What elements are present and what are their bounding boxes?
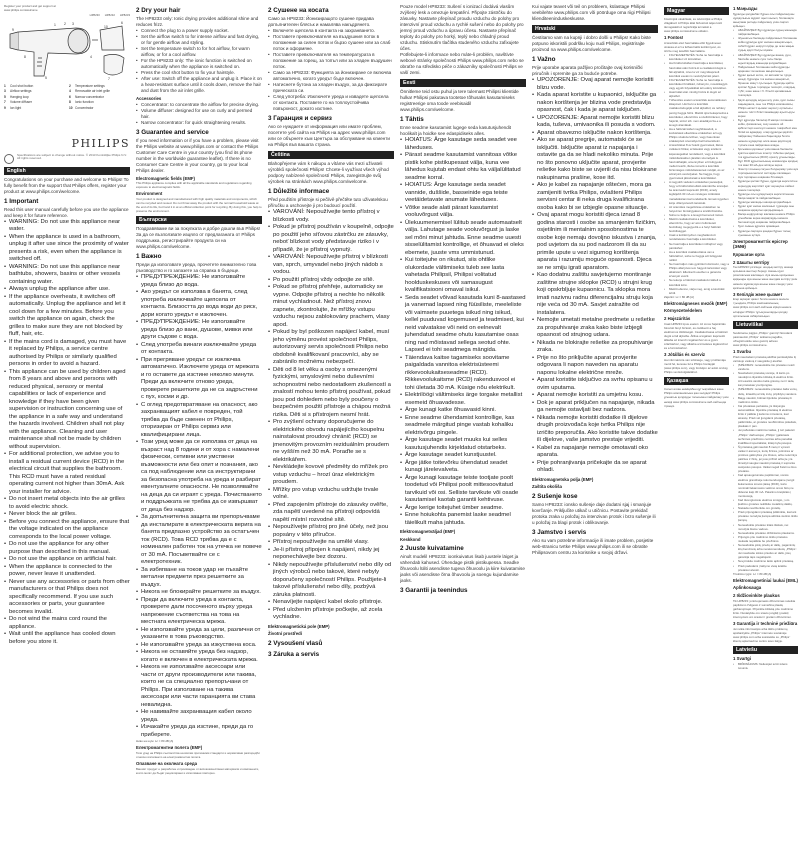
list-item: • Niekada neuždenkite oro grotelių. — [733, 506, 798, 510]
section-text: The HP8233 only: Ionic drying provides additional shine and reduces frizz. — [136, 16, 259, 27]
language-bar-hungarian: Magyar — [664, 7, 729, 15]
section-text: Pouze model HP8233: Sušení s ionizací dodává vlasům zvýšený lesk a omezuje krepatění. Připojte zástrčku do zásuvky. Nastavte přepínač proudu vzduchu do polohy pro intenzivní proud vzduchu a rychlé sušení nebo do polohy pro jemný proud vzduchu a úpravu účesu. Nastavte přepínač teploty do polohy pro horký, teplý nebo chladný proud vzduchu. Stisknutím tlačítka studeného vzduchu zafixujete účes. — [400, 4, 524, 51]
list-item: • Поставете превключвателя на температурата в положение за горещ, за топъл или за хладен въздушен поток. — [268, 52, 394, 70]
warning-list — [4, 219, 130, 647]
list-item: • Před uložením přístroje počkejte, až zcela vychladne. — [268, 607, 394, 622]
column-1 — [4, 4, 130, 846]
subheading: Environment — [136, 191, 163, 197]
list-item: • Přístroj nepoužívejte na umělé vlasy. — [268, 539, 394, 547]
list-item: • BRĪDINĀJUMS: Nelietojiet ierīci ūdens tuvumā. — [733, 662, 798, 670]
list-item: • ĮSPĖJIMAS: nenaudokite prietaiso šalia vonių, dušų, kriauklių ar kitų indų, pripildytų vandens. — [733, 387, 798, 395]
section-title: 1 Fontos! — [664, 35, 684, 41]
list-item: • Täiendava kaitse tagamiseks soovitame paigaldada vannitoa elektrisüsteemi rikkevoolukaitseseadme (RCD). Rikkevoolukaitsme (RCD) rakendusvool ei tohi ületada 30 mA. Küsige nõu elektrikult. — [400, 355, 526, 393]
list-item: • Nikada nemojte koristiti dodatke ili dijelove drugih proizvođača koje tvrtka Philips nije izričito preporučila. Ako koristite takve dodatke ili dijelove, vaše jamstvo prestaje vrijediti. — [532, 415, 658, 445]
subheading: Elektromagnetiniai laukai (EML) — [733, 577, 798, 583]
warning-list — [733, 363, 798, 572]
warning-list — [532, 77, 658, 475]
section-title: 1 Important — [4, 197, 39, 205]
list-item: • ĮSPĖJIMAS: nenaudokite šio prietaiso netoli vandens. — [733, 363, 798, 371]
section-title: 2 Juuste kuivatamine — [400, 545, 464, 553]
subheading: Электромагниттік өрістер (ЭМӨ) — [733, 238, 788, 250]
list-item: • Võtke seade alati pärast kasutamist vooluvõrgust välja. — [400, 205, 526, 220]
steps-list — [268, 28, 394, 112]
list-item: • Ärge kasutage seadet muuks kui selles kasutusjuhendis kirjeldatud otstarbeks. — [400, 437, 526, 452]
column-4 — [400, 4, 526, 846]
list-item: • АБАЙЛАҢЫЗ! Бұл құралды судың жанында пайдаланбаңыз. — [733, 28, 798, 36]
intro-text: Sveikiname įsigijus „Philips“ gaminį! Norėdami pasinaudoti „Philips“ teikiama pagalba, užregistruokite savo gaminį adresu www.philips.com/welcome. — [733, 330, 793, 348]
list-item: • Ne tekerje a hálózati csatlakozó kábelt a készülék köré. — [664, 278, 729, 286]
list-item: • Изчакайте уреда да изстине, преди да го приберете. — [136, 724, 262, 739]
subheading: Elektromagnetická pole (EMP) — [268, 623, 330, 629]
list-item: • Ärge kerige toitejuhet ümber seadme. — [400, 505, 526, 513]
recycle-icon — [4, 154, 14, 164]
list-item: • Не използвайте уреда за изкуствена коса. — [136, 642, 262, 650]
list-item: • Mielőtt eltenné, várja meg, amíg a készülék lehűl. — [664, 287, 729, 295]
subheading: Elektromágneses mezők (EMF) — [664, 300, 728, 306]
list-item: • Press the cool shot button to fix your hairstyle. — [136, 70, 262, 76]
list-item: • Concentrator: to concentrate the airflow for precise drying. — [136, 102, 262, 108]
model-code: HP8233 — [119, 13, 130, 17]
section-title: 3 Гаранция и сервиз — [268, 115, 332, 122]
section-title: 1 Svarbu — [733, 349, 752, 355]
warning-list — [664, 53, 729, 295]
language-bar-latvian: Latviešu — [733, 646, 798, 654]
list-item: • Қауіп-қатердің алдын алу үшін, қуат сымы зақымданса, оны тек Philips компаниясы, Philips өкілетті қызмет көрсету орталығы немесе тиісті білікті мамандар ауыстыруы керек. — [733, 98, 798, 118]
list-item: • Құралды сақтауға қоюдан бұрын толық суығанын күтіңіз. — [733, 229, 798, 237]
list-item: • Elektrilöögi vältimiseks ärge torgake metallist esemeid õhuavadesse. — [400, 392, 526, 407]
section-text: Csak HP8233 típus esetén: Az ionos hajszárítás fokozott fényt biztosít, és csökkenti a haj elektromos töltöttségét. Csatlakoztassa a hálózati dugót a fali aljzatba. Állítsa a légáram kapcsolót állásba az intenzív légáramhoz és a gyors szárításhoz, vagy állásba a kíméletes légáramhoz és a formázáshoz. — [664, 321, 728, 351]
warning-list — [733, 28, 798, 237]
section-text: Ако се нуждаете от информация или имате проблем, посетете уеб сайта на Philips на адрес www.philips.com или се обърнете към Центъра за обслужване на клиенти на Philips във вашата страна. — [268, 124, 390, 147]
svg-text:8: 8 — [24, 54, 26, 59]
subheading: Опазване на околната среда — [136, 761, 198, 767]
list-item: • Электр тогының соғуын болдырмау үшін ауа торларына металл заттарды салмаңыз. — [733, 167, 798, 175]
section-title: 1 Važno — [532, 56, 556, 63]
list-item: • Használat után mindig húzza ki dugót az aljzatból. — [664, 90, 729, 98]
section-text: Ha információra van szüksége, vagy problémája merül fel, keresse fel a Philips honlapját (www.philips.com), vagy forduljon az adott ország Philips vevőszolgálatához. — [664, 357, 728, 375]
section-lead: Před použitím přístroje si pečlivě přečtěte tuto uživatelskou příručku a uschovejte ji pro budoucí použití. — [268, 197, 388, 208]
list-item: • Pokud by byl poškozen napájecí kabel, musí jeho výměnu provést společnost Philips, autorizovaný servis společnosti Philips nebo obdobně kvalifikovaní pracovníci, aby se zabránilo možnému nebezpečí. — [268, 329, 394, 367]
section-title: 2 Išdžiovinkite plaukus — [733, 592, 780, 598]
section-lead: Read this user manual carefully before you use the appliance and keep it for future reference. — [4, 206, 129, 218]
language-bar-czech: Čeština — [268, 151, 394, 159]
list-item: • A készüléket 8 év feletti gyermekek, illetve csökkent fizikai, érzékelési vagy szellemi képességekkel rendelkező, vagy a készülék működtetésében járatlan személyek is használhatják, amennyiben ezt felügyelet mellett teszik, illetve ismerik a készülék biztonságos működtetésének módját, és az azzal járó veszélyeket. Ne hagyja, hogy gyermekek játsszanak a készülékkel. — [664, 143, 729, 180]
subheading: Környezetvédelem — [664, 308, 702, 314]
list-item: • For the HP8233 only: The ionic function is switched on automatically when the appliance is switched on. — [136, 58, 262, 70]
hair-dryer-illustration — [4, 20, 130, 80]
warning-list — [268, 209, 394, 622]
env-text: Your product is designed and manufactured with high quality materials and components, which can be recycled and reused. Do not throw away the product with the normal household waste at the end of its life, but hand it in at an official collection point for recycling. By doing this, you help to preserve the environment. — [136, 196, 262, 214]
list-item: • Ärge jätke toitevõrku ühendatud seadet kunagi järelevalveta. — [400, 460, 526, 475]
list-item: • Šį prietaisą gali naudoti 8 metų ir vyresni vaikai ir asmenys, kurių fizinės, jutiminės ar protinės galimybės yra ribotos, arba neturintys patirties ir žinių, jei juos prižiūri arba jie yra išmokyti saugiai naudoti prietaisą ir supranta susijusius pavojus. Vaikai negali žaisti su šiuo prietaisu. — [733, 445, 798, 474]
section-text: Potřebujete-li informace nebo máte-li problém, navštivte webové stránky společnosti Philips www.philips.com nebo se obraťte na středisko péče o zákazníky společnosti Philips ve vaší zemi. — [400, 52, 524, 75]
list-item: • Nikdy nepoužívejte příslušenství nebo díly od jiných výrobců nebo takové, které nebyly doporučeny společností Philips. Použijete-li takové příslušenství nebo díly, pozbývá záruka platnosti. — [268, 562, 394, 600]
column-3 — [268, 4, 394, 846]
section-title: 1 Svarīgi — [733, 656, 751, 661]
list-item: • Nevkládejte kovové předměty do mřížek pro vstup vzduchu – hrozí úraz elektrickým proudem. — [268, 464, 394, 487]
subheading: Қоршаған орта — [733, 251, 765, 257]
language-bar-lithuanian: Lietuviškai — [733, 321, 798, 329]
list-item: • UPOZORENJE: Ovaj aparat nemojte koristiti blizu vode. — [532, 77, 658, 92]
section-text: Тек HP8233 үлгісінде: иондық кептіру шашқа қосымша жылтыр береді. Ашаны қуат розеткасына жалғаңыз. Ауа ағыны қосқышын қарқынды ауа ағыны және жылдам кептіру үшін немесе жұмсақ ауа ағыны және сәндеу үшін қалпына қойыңыз. — [733, 265, 798, 290]
list-item: • This appliance can be used by children aged from 8 years and above and persons with reduced physical, sensory or mental capabilities or lack of experience and knowledge if they have been given supervision or instruction concerning use of the appliance in a safe way and understand the hazards involved. Children shall not play with the appliance. Cleaning and user maintenance shall not be made by children without supervision. — [4, 369, 130, 452]
list-item: • Dok je aparat priključen na napajanje, nikada ga nemojte ostavljati bez nadzora. — [532, 400, 658, 415]
section-title: 2 Hajszárítás — [664, 316, 691, 322]
section-title: 3 Záruka a servis — [268, 650, 320, 658]
list-item: • Never block the air grilles. — [4, 511, 130, 519]
list-item: • Aparat nemojte koristiti za umjetnu kosu. — [532, 392, 658, 400]
language-bar-croatian: Hrvatski — [532, 25, 658, 33]
section-text: Ako su vam potrebne informacije ili imate problem, posjetite web-stranicu tvrtke Philips www.philips.com ili se obratite Philipsovom centru za korisnike u svojoj državi. — [532, 537, 654, 555]
svg-text:4: 4 — [90, 54, 92, 59]
list-item: • HOIATUS: Ärge kasutage seda seadet vannide, duššide, basseinide ega teiste veetäidetavate anumate läheduses. — [400, 182, 526, 205]
list-item: • ПРЕДУПРЕЖДЕНИЕ: Не използвайте уреда близо до вани, душове, мивки или други съдове с вода. — [136, 319, 262, 342]
list-item: • Құрал қуат көзіне жалғанып тұрғанда оны ешқашан қараусыз қалдырмаңыз. — [733, 204, 798, 212]
list-item: • Jei pažeistas maitinimo laidas, jį turi pakeisti „Philips“ darbuotojai, „Philips“ įgaliotasis techninės priežiūros centras arba panašiai kvalifikuoti specialistai, kitaip kyla pavojus. — [733, 428, 798, 444]
column-5 — [532, 4, 658, 846]
intro-text: Congratulations on your purchase and welcome to Philips! To fully benefit from the support that Philips offers, register your product at www.philips.com/welcome. — [4, 176, 129, 194]
list-item: • Включете щепсела в контакта на захранването. — [268, 28, 394, 34]
section-title: 1 Важно — [136, 253, 162, 261]
list-item: • Do not use the appliance for any other purpose than described in this manual. — [4, 541, 130, 556]
emf-text: Този уред на Philips съответства на всички приложими стандарти и нормативни разпоредби относно излагането на електромагнитни полета. — [136, 751, 260, 760]
subheading: Accessories — [136, 96, 162, 101]
list-item: • Басқа өндірушілер жасаған немесе Philips ұсынбаған керек-жарақтарды немесе бөлшектерді ешқашан пайдаланбаңыз. — [733, 212, 798, 224]
list-item: • Kad apsaugotumėte papildomai, vonios elektros grandinėje rekomenduojame įrengti liekamosios srovės įtaisą (RCD), kurio nominali liekamosios veikimo srovė būtų ne didesnė kaip 30 mA. Patarimo kreipkitės į montuotoją. — [733, 473, 798, 498]
section-title: 3 Jamstvo i servis — [532, 528, 587, 536]
list-item: • Soha ne fedje le a levegő bemeneti rácsot. — [664, 213, 729, 217]
list-item: • АБАЙЛАҢЫЗ! Бұл құралды ванна, душ, бассейн немесе суға толы басқа ыдыстардың жанында қолданбаңыз. — [733, 53, 798, 65]
section-lead: Prije uporabe aparata pažljivo pročitajte ovaj korisnički priručnik i spremite ga za buduće potrebe. — [532, 65, 643, 76]
list-item: • Kai prietaisas perkaista, jis išsijungia automatiškai. Išjunkite prietaisą iš elektros lizdo ir palikite jį kelioms minutėms, kad atvėstų. Prieš vėl įjungdami prietaisą, patikrinkite, ar grotelės neužkimštos pūkeliais, plaukais ir pan. — [733, 404, 798, 429]
noise-level: Triukšmo lygis: Lc = 80 dB [A] — [733, 571, 772, 576]
part-item: 2 Temperature settings — [69, 83, 105, 88]
list-item: • For additional protection, we advise you to install a residual current device (RCD) in the electrical circuit that supplies the bathroom. This RCD must have a rated residual operating current not higher than 30mA. Ask your installer for advice. — [4, 451, 130, 496]
part-item: 4 Removable air inlet grille — [69, 89, 110, 94]
section-title: 3 Jótállás és szerviz — [664, 352, 706, 358]
list-item: • Prije pohranjivanja pričekajte da se aparat ohladi. — [532, 460, 658, 475]
list-item: • If the appliance overheats, it switches off automatically. Unplug the appliance and let it cool down for a few minutes. Before you switch the appliance on again, check the grilles to make sure they are not blocked by fluff, hair, etc. — [4, 294, 130, 339]
part-item: 1 Cool shot button — [4, 83, 34, 88]
list-item: • Csak a kézikönyvben meghatározott rendeltetésre használja a készüléket. — [664, 233, 729, 241]
section-text: Tik HP8233: jonizuojamasis džiovinimas suteikia papildomo žvilgesio ir sumažina plaukų garbanojimąsi. Prijunkite kištuką prie maitinimo lizdo. Nustatykite oro srauto jungiklį į padėtį intensyviam oro srautui ir greitam džiovinimui. — [733, 598, 796, 619]
section-lead: Enne seadme kasutamist lugege seda kasutusjuhendit hoolikalt ja hoidke see edaspidiseks alles. — [400, 125, 512, 136]
list-item: • Ako se aparat pregrije, automatski će se isključiti. Isključite aparat iz napajanja i ostavite ga da se hladi nekoliko minuta. Prije no što ponovno uključite aparat, provjerite rešetke kako biste se uvjerili da nisu blokirane nakupinama prašine, kose itd. — [532, 137, 658, 182]
section-lead: Құралды қолданбас бұрын осы пайдаланушы нұсқаулығын мұқият оқып шығып, болашақта анықтама ретінде пайдалану үшін сақтап қойыңыз. — [733, 11, 795, 28]
intro-text: Поздравяваме ви за покупката и добре дошли във Philips! За да се възползвате изцяло от предлаганата от Philips поддръжка, регистрирайте продукта си на www.philips.com/welcome. — [136, 226, 261, 250]
list-item: • Никога не оставяйте уреда без надзор, когато е включен в електрическата мрежа. — [136, 649, 262, 664]
list-item: • Бұл құралды балалар 8 жасқа толғаннан кейін, физикалық, сезу немесе ой қабілеттері шектеулі немесе тәжірибесі мен білімі аз адамдар, олар құралды қауіпсіз пайдалану бойынша бақылауда болса немесе нұсқаулар алса және қауіптерді түсінсе ғана пайдалана алады. — [733, 118, 798, 147]
section-text: Kui vajate teavet või teil on probleem, külastage Philipsi veebilehte www.philips.com või pöörduge oma riigi Philipsi klienditeeninduskeskusse. — [532, 4, 651, 21]
env-text: Вашият продукт е разработен и произведен от висококачествени материали и компоненти, които могат да бъдат рециклирани и използвани повторно. — [136, 766, 260, 775]
language-bar-kazakh: Қазақша — [664, 377, 729, 385]
list-item: • Ne használja a készüléket műhajhoz vagy parókához. — [664, 242, 729, 250]
list-item: • Nepoužívejte přístroj pro jiné účely, než jsou popsány v této příručce. — [268, 524, 394, 539]
list-item: • Před zapojením přístroje do zásuvky ověřte, zda napětí uvedené na přístroji odpovídá napětí místní rozvodné sítě. — [268, 502, 394, 525]
list-item: • Do not use the appliance on artificial hair. — [4, 556, 130, 564]
section-lead: Преди да използвате уреда, прочетете внимателно това ръководство и го запазете за справка в бъдеще. — [136, 262, 257, 274]
list-item: • Aparat obavezno isključite nakon korištenja. — [532, 130, 658, 138]
list-item: • Nenavíjejte napájecí kabel okolo přístroje. — [268, 599, 394, 607]
noise-level: Ниво на шум: Lc = 80 dB [A] — [136, 739, 174, 744]
part-item: 3 Airflow settings — [4, 89, 32, 94]
list-item: • Do not wind the mains cord round the appliance. — [4, 616, 130, 631]
list-item: • Ако уредът се използва в банята, след употреба изключвайте щепсела от контакта. Близостта до вода води до риск, дори когато уредът е изключен. — [136, 289, 262, 319]
list-item: • Prieš padėdami į laikymo vietą leiskite prietaisui atvėsti. — [733, 564, 798, 572]
svg-text:3: 3 — [72, 21, 74, 26]
list-item: • Преди да включите уреда в контакта, проверете дали посоченото върху уреда напрежение съответства на това на местната електрическа мрежа. — [136, 597, 262, 627]
svg-text:2: 2 — [64, 21, 66, 26]
list-item: • Қуат сымын құралға орамаңыз. — [733, 224, 798, 228]
svg-text:10: 10 — [104, 24, 108, 29]
section-title: 2 Сушене на косата — [268, 7, 329, 14]
section-text: Егер ақпарат қажет болса немесе мәселе туындаса, Philips компаниясының www.philips.com веб-сайтына кіріңіз немесе еліңіздегі Philips тұтынушыларды қолдау орталығына хабарласыңыз. — [733, 297, 792, 318]
part-item: 10 Concentrator — [69, 105, 94, 110]
intro-text: Čestitamo vam na kupnji i dobro došli u Philips! Kako biste potpuno iskoristili podršku koju nudi Philips, registrirajte proizvod na www.philips.com/welcome. — [532, 35, 651, 52]
list-item: • VAROVÁNÍ: Nepoužívejte tento přístroj v blízkosti vody. — [268, 209, 394, 224]
list-item: • FIGYELMEZTETÉS: Soha ne használja a készüléket fürdőkád, zuhanyzó, mosdókagyló vagy egyéb folyadékkal teli edény közelében. — [664, 78, 729, 90]
subheading: Електромагнитни полета (EMF) — [136, 745, 203, 751]
list-item: • Nenaudokite jokių priedų ar dalių, pagamintų kitų bendrovių arba nerekomenduotų „Philips“. Jei naudosite tokius priedus ar dalis, jūsų garantija taps negaliojanti. — [733, 543, 798, 559]
list-item: • Mielőtt csatlakoztatná a készüléket, ellenőrizze, hogy az azon feltüntetett feszültség megegyezik-e a helyi hálózati feszültséggel. — [664, 217, 729, 233]
list-item: • Set the temperature switch to for hot airflow, for warm airflow, or for a cool airflow. — [136, 46, 262, 58]
list-item: • Ärge kunagi katke õhuavasid kinni. — [400, 407, 526, 415]
accessories-list — [136, 102, 262, 126]
list-item: • Ärge kunagi kasutage teiste tootjate poolt toodetud või Philipsi poolt mittesoovitatud tarvikuid või osi. Selliste tarvikute või osade kasutamisel kaotab garantii kehtivuse. — [400, 475, 526, 505]
parts-list — [4, 84, 130, 111]
list-item: • Този уред може да се използва от деца на възраст над 8 години и от хора с намалени физически, сетивни или умствени възможности или без опит и познания, ако са под наблюдение или са инструктирани за безопасна употреба на уреда и разбират евентуалните опасности. Не позволявайте на деца да си играят с уреда. Почистването и поддръжката не трябва да се извършват от деца без надзор. — [136, 439, 262, 514]
steps-list — [136, 28, 262, 94]
list-item: • Nikada ne blokirajte rešetke za propuhivanje zraka. — [532, 340, 658, 355]
svg-text:7: 7 — [108, 76, 110, 80]
section-title: 2 Dry your hair — [136, 7, 181, 14]
svg-text:5: 5 — [45, 75, 47, 80]
list-item: • Kabel za napajanje nemojte omotavati oko aparata. — [532, 445, 658, 460]
list-item: • WARNING: Do not use this appliance near bathtubs, showers, basins or other vessels containing water. — [4, 264, 130, 287]
section-text: If you need information or if you have a problem, please visit the Philips website at www.philips.com or contact the Philips Customer Care Centre in your country (you find its phone number in the worldwide guarantee leaflet). If there is no Consumer Care Centre in your country, go to your local Philips dealer. — [136, 137, 259, 173]
svg-text:9: 9 — [12, 27, 14, 32]
list-item: • Не навивайте захранващия кабел около уреда. — [136, 709, 262, 724]
section-title: 2 Sušenje kose — [532, 492, 578, 500]
column-6 — [664, 4, 798, 846]
list-item: • Ovaj aparat mogu koristiti djeca iznad 8 godina starosti i osobe sa smanjenim fizičkim, osjetilnim ili mentalnim sposobnostima te osobe koje nemaju dovoljno iskustva i znanja, pod uvjetom da su pod nadzorom ili da su primile upute u vezi sigurnog korištenja aparata i razumiju moguće opasnosti. Djeca se ne smiju igrati aparatom. — [532, 212, 658, 272]
list-item: • Kada aparat koristite u kupaonici, isključite ga nakon korištenja jer blizina vode predstavlja opasnost, čak i kada je aparat isključen. — [532, 92, 658, 115]
list-item: • Не използвайте уреда за цели, различни от указаните в това ръководство. — [136, 627, 262, 642]
register-line: Register your product and get support at — [4, 4, 56, 8]
list-item: • С оглед предотвратяване на опасност, ако захранващият кабел е повреден, той трябва да бъде сменен от Philips, оторизиран от Philips сервиз или квалифицирани лица. — [136, 402, 262, 440]
list-item: • Always unplug the appliance after use. — [4, 286, 130, 294]
section-lead: Prieš naudodami prietaisą atidžiai perskaitykite šį vartotojo vadovą ir saugokite jį ateičiai. — [733, 354, 796, 363]
model-codes — [4, 12, 130, 18]
list-item: • Ha fürdőszobában használja a készüléket, használat után húzza ki a csatlakozódugót a fali aljzatból, mivel a víz még kikapcsolt készülék esetén is veszélyforrást jelent. — [664, 61, 729, 77]
list-item: • Az áramütés megelőzése érdekében ne helyezzen fémtárgyakat a szellőzőrácsba. — [664, 205, 729, 213]
section-text: Само за HP8233: Йонизиращото сушене придава допълнителен блясък и намалява накъдрянето. — [268, 16, 374, 27]
list-item: • Kao dodatnu zaštitu savjetujemo montiranje zaštitne strujne sklopke (RCD) u strujni krug koji opskrbljuje kupaonicu. Ta sklopka mora imati nazivnu radnu diferencijalnu struju koja nije veća od 30 mA. Savjet zatražite od instalatera. — [532, 272, 658, 317]
part-item: 5 Hanging loop — [4, 94, 29, 99]
list-item: • Nemojte umetati metalne predmete u rešetke za propuhivanje zraka kako biste izbjegli opasnost od strujnog udara. — [532, 317, 658, 340]
list-item: • Nenaudokite prietaiso kitais tikslais, nei nurodyta šiame vadove. — [733, 523, 798, 531]
warning-list — [733, 662, 798, 670]
list-item: • Seda seadet võivad kasutada kuni 8-aastased ja vanemad lapsed ning füüsiliste, meeleliste või vaimsete puuetega isikud ning isikud, kellel puuduvad kogemused ja teadmised, kui neid valvatakse või neid on eelnevalt juhendatud seadme ohutu kasutamise osas ning nad mõistavad sellega seotud ohte. Lapsed ei tohi seadmega mängida. — [400, 295, 526, 355]
list-item: • Prieš prijungdami prietaisą įsitikinkite, kad ant prietaiso nurodyta įtampa atitinka vietinio tinklo įtampą. — [733, 510, 798, 522]
column-2 — [136, 4, 262, 846]
part-item: 7 Volume diffuser — [4, 100, 32, 105]
list-item: • Ауа торларын ешқашан бітемеңіз. — [733, 175, 798, 179]
list-item: • Nenaudokite prietaiso dirbtiniams plaukams. — [733, 531, 798, 535]
list-item: • Prije no što priključite aparat provjerite odgovara li napon naveden na aparatu naponu lokalne električne mreže. — [532, 355, 658, 378]
list-item: • Baigę naudoti, būtinai išjunkite prietaisą iš maitinimo tinklo. — [733, 396, 798, 404]
brand-logo: PHILIPS — [71, 136, 130, 150]
list-item: • За допълнителна защита ви препоръчваме да инсталирате в електрическата верига на банята предпазно устройство за остатъчен ток (RCD). Това RCD трябва да е с номинален работен ток на утечка не повече от 30 mA. Посъветвайте се с електротехник. — [136, 514, 262, 567]
section-title: 1 Tähtis — [400, 116, 424, 123]
list-item: • Never use any accessories or parts from other manufacturers or that Philips does not specifically recommend. If you use such accessories or parts, your guarantee becomes invalid. — [4, 579, 130, 617]
language-bar-english: English — [4, 167, 130, 175]
list-item: • Жуынатын бөлмеде пайдаланып болғаннан кейін құралды қуат көзінен ажыратыңыз, себебі құрал өшірулі күйде де оған жақын судың қаупі болуы мүмкін. — [733, 36, 798, 52]
language-bar-estonian: Eesti — [400, 79, 526, 87]
list-item: • Prijungto prie maitinimo tinklo prietaiso niekada nepalikite be priežiūros. — [733, 535, 798, 543]
list-item: • Nevyniokite maitinimo laido aplink prietaisą. — [733, 559, 798, 563]
list-item: • UPOZORENJE: Aparat nemojte koristiti blizu kada, tuševa, umivaonika ili posuda s vodom. — [532, 115, 658, 130]
list-item: • Ülekuumenemisel lülitub seade automaatselt välja. Lahutage seade vooluvõrgust ja laske sel mõni minut jahtuda. Enne seadme uuesti sisselülitamist kontrollige, et õhuavad ei oleks ebemete, juuste vms ummistunud. — [400, 220, 526, 258]
list-item: • Enne hoiukohta panemist laske seadmel täielikult maha jahtuda. — [400, 512, 526, 527]
list-item: • За избягване на токов удар не пъхайте метални предмети през решетките за въздух. — [136, 567, 262, 590]
column-6a — [664, 4, 729, 670]
list-item: • Narrow concentrator: for quick straightening results. — [136, 120, 262, 126]
section-title: 2 Vysoušení vlasů — [268, 639, 323, 647]
website-url: www.philips.com/welcome — [4, 8, 38, 12]
hair-dryer-icon — [4, 20, 130, 80]
intro-text: Blahopřejeme vám k nákupu a vítáme vás mezi uživateli výrobků společnosti Philips! Chcete-li využívat všech výhod podpory nabízené společností Philips, zaregistrujte svůj výrobek na stránkách www.philips.com/welcome. — [268, 161, 389, 184]
list-item: • After use: Switch off the appliance and unplug it. Place it on a heat-resistant surface until it cools down, remove the hair and dust from the air inlet grille. — [136, 76, 262, 94]
section-title: 3 Кепілдік және қызмет — [733, 291, 783, 297]
subheading: Zaštita okoliša — [532, 484, 562, 490]
list-item: • Kad išvengtumėte elektros smūgio, į oro įleidimo groteles nekiškite metalinių daiktų. — [733, 498, 798, 506]
list-item: • Connect the plug to a power supply socket. — [136, 28, 262, 34]
warning-list — [136, 274, 262, 739]
list-item: • If the mains cord is damaged, you must have it replaced by Philips, a service centre authorised by Philips or similarly qualified persons in order to avoid a hazard. — [4, 339, 130, 369]
list-item: • Before you connect the appliance, ensure that the voltage indicated on the appliance corresponds to the local power voltage. — [4, 519, 130, 542]
intro-text: Сатып алған өніміңізбен құттықтаймыз және Philips компаниясына қош келдіңіз! Philips ұсынатын қолдауды толығымен пайдалану үшін өнімді www.philips.com/welcome веб-сайтында тіркеңіз. — [664, 387, 729, 408]
list-item: • Mřížky pro vstup vzduchu udržujte trvale volné. — [268, 487, 394, 502]
list-item: • Құралды осы нұсқаулықта көрсетілгеннен басқа мақсатта пайдаланбаңыз. — [733, 192, 798, 200]
part-item: 8 Ionic function — [69, 100, 94, 105]
list-item: • Құралды жасанды шашқа қолданбаңыз. — [733, 200, 798, 204]
list-item: • Aparat koristite isključivo za svrhu opisanu u ovim uputama. — [532, 377, 658, 392]
part-item: 9 Ion light — [4, 105, 22, 110]
list-item: • Ha a készülék csatlakoztatva van a hálózathoz, soha ne hagyja azt felügyelet nélkül. — [664, 250, 729, 262]
section-title: 2 Шашты кептіру — [733, 259, 770, 265]
list-item: • FIGYELMEZTETÉS: Soha ne használja a készüléket víz közelében. — [664, 53, 729, 61]
subheading: Electromagnetic fields (EMF) — [136, 175, 195, 181]
list-item: • Ako je kabel za napajanje oštećen, mora ga zamijeniti tvrtka Philips, ovlašteni Philips servisni centar ili neka druga kvalificirana osoba kako bi se izbjegle opasne situacije. — [532, 182, 658, 212]
list-item: • When the appliance is used in a bathroom, unplug it after use since the proximity of water presents a risk, even when the appliance is switched off. — [4, 234, 130, 264]
list-item: • Wait until the appliance has cooled down before you store it. — [4, 631, 130, 646]
list-item: • Do not insert metal objects into the air grilles to avoid electric shock. — [4, 496, 130, 511]
list-item: • Поставете превключвателя на въздушния поток в положение за силен поток и бързо сушене или за слаб поток и оформяне. — [268, 34, 394, 52]
list-item: • Je-li přístroj připojen k napájení, nikdy jej neponechávejte bez dozoru. — [268, 547, 394, 562]
section-title: 3 Garantii ja teenindus — [400, 587, 468, 595]
list-item: • Set the airflow switch to for intense airflow and fast drying, or for gentle airflow and styling. — [136, 34, 262, 46]
registration-note: Specifications are subject to change without notice. © 2013 Koninklijke Philips N.V. All rights reserved. — [4, 154, 130, 164]
list-item: • VAROVÁNÍ: Nepoužívejte přístroj v blízkosti van, sprch, umyvadel nebo jiných nádob s vodou. — [268, 254, 394, 277]
list-item: • HOIATUS: Ärge kasutage seda seadet vee läheduses. — [400, 137, 526, 152]
list-item: • Kui toitejuhe on rikutud, siis ohtlike olukordade vältimiseks tuleb see lasta vahetada Philipsil, Philipsi volitatud hoolduskeskuses või samasugust kvalifikatsiooni omaval isikul. — [400, 257, 526, 295]
intro-text: Õnnitleme teid ostu puhul ja tere tulemast Philipsi klientide hulka! Philipsi pakutava tootetoe tõhusaks kasutamiseks registreerige oma toode veebisaidil www.philips.com/welcome. — [400, 89, 519, 112]
subheading: Elektromagnetväljad (EMF) — [400, 529, 456, 534]
list-item: • След употреба: Изключете уреда и извадете щепсела от контакта. Поставете го на топлоустойчива повърхност, докато изстине. — [268, 94, 394, 112]
list-item: • Pokud je přístroj používán v koupelně, odpojte po použití jeho síťovou zástrčku ze zásuvky, neboť blízkost vody představuje riziko i v případě, že je přístroj vypnutý. — [268, 224, 394, 254]
svg-text:6: 6 — [121, 20, 123, 25]
subheading: Aplinkosauga — [733, 585, 762, 591]
column-6b — [733, 4, 798, 670]
section-text: Samo HP8233: ionsko sušenje daje dodatni sjaj i smanjuje kovrčanje. Priključite utikač u utičnicu. Postavite prekidač protoka zraka u položaj za intenzivan protok i brzo sušenje ili u položaj za blagi protok i oblikovanje. — [532, 501, 656, 525]
section-lead: A készülék első használata előtt figyelmesen olvassa el ezt a felhasználói kézikönyvet, és őrizze meg későbbi használatra. — [664, 40, 722, 54]
list-item: • Никога не блокирайте решетките за въздух. — [136, 589, 262, 597]
list-item: • След употреба винаги изключвайте уреда от контакта. — [136, 342, 262, 357]
section-title: 1 Důležité informace — [268, 188, 330, 195]
list-item: • Пайдаланып болғаннан кейін құралды әрқашан ток көзінен ажыратыңыз. — [733, 65, 798, 73]
list-item: • При прегряване уредът се изключва автоматично. Изключете уреда от мрежата и го оставете да изстине няколко минути. Преди да включите отново уреда, проверете решетките да не са задръстени с пух, косми и др. — [136, 357, 262, 402]
list-item: • Volume diffuser: designed for use on curly and permed hair. — [136, 108, 262, 120]
list-item: • Құрал қызып кетсе, ол автоматты түрде өшеді. Құралды ток көзінен ажыратып, бірнеше минут суытыңыз. Құралды қайта қоспас бұрын торларды тексеріп, олардың түбіт, шаш және т.б. бітеліп қалмағанын тексеріңіз. — [733, 73, 798, 98]
list-item: • Pro zvýšení ochrany doporučujeme do elektrického obvodu napájejícího koupelnu nainstalovat proudový chránič (RCD) se jmenovitým provozním reziduálním proudem ne vyšším než 30 mA. Poraďte se s elektrikářem. — [268, 419, 394, 464]
warning-list — [400, 137, 526, 527]
section-title: 1 Маңызды — [733, 6, 758, 11]
subheading: Keskkond — [400, 536, 421, 542]
list-item: • When the appliance is connected to the power, never leave it unattended. — [4, 564, 130, 579]
list-item: • Натиснете бутона за хладен въздух, за да фиксирате прическата си. — [268, 82, 394, 94]
part-item: 6 Narrow concentrator — [69, 94, 104, 99]
subheading: Životní prostředí — [268, 631, 302, 637]
list-item: • WARNING: Do not use this appliance near water. — [4, 219, 130, 234]
emf-text: This Philips appliance complies with all the applicable standards and regulations regarding exposure to electromagnetic fields. — [136, 181, 252, 190]
list-item: • Děti od 8 let věku a osoby s omezenými fyzickými, smyslovými nebo duševními schopnostmi nebo nedostatkem zkušeností a znalostí mohou tento přístroj používat, pokud jsou pod dohledem nebo byly poučeny o bezpečném použití přístroje a chápou možná rizika. Děti si s přístrojem nesmí hrát. — [268, 367, 394, 420]
list-item: • Қосымша қорғаныс үшін ванна бөлмесін қуатпен қамтитын электр тізбегіне қалдық ток құрылғысын (RCD) орнату ұсынылады. Бұл RCD құрылғысының номиналды қалдық ток мәні 30 мА-ден аспауы керек. — [733, 147, 798, 167]
noise-level: Zajszint: Lc = 80 dB [A] — [664, 294, 694, 299]
intro-text: Köszönjük vásárlását, és üdvözöljük a Philips világában! A Philips által biztosított teljes körű támogatáshoz regisztrálja termékét a www.philips.com/welcome oldalon. — [664, 17, 723, 34]
section-text: Ainult mudelil HP8233: ioonkuivatus lisab juustele läiget ja vähendab kahused. Ühendage pistik pistikupessa. Seadke õhuvoolu lüliti asendisse tugeva õhuvoolu ja kiire kuivatamise jaoks või asendisse õrna õhuvoolu ja soengu kujundamise jaoks. — [400, 554, 525, 584]
list-item: • Құралды қоспас бұрын, құралда көрсетілген кернеудің жергілікті қуат кернеуіне сәйкес екенін тексеріңіз. — [733, 179, 798, 191]
list-item: • Никога не използвайте аксесоари или части от други производители или такива, които не са специално препоръчани от Philips. При използване на такива аксесоари или части гаранцията ви става невалидна. — [136, 664, 262, 709]
list-item: • Pärast seadme kasutamist vannitoas võtke pistik kohe pistikupesast välja, kuna vee lähedus kujutab endast ohtu ka väljalülitatud seadme korral. — [400, 152, 526, 182]
list-item: • Само за HP8233: Функцията за йонизиране се включва автоматично, когато уредът бъде включен. — [268, 70, 394, 82]
list-item: • Po použití přístroj vždy odpojte ze sítě. — [268, 277, 394, 285]
section-title: 3 Guarantee and service — [136, 128, 209, 136]
list-item: • Enne seadme ühendamist kontrollige, kas seadmele märgitud pinge vastab kohaliku elektrivõrgu pingele. — [400, 415, 526, 438]
list-item: • A nagyobb védelem érdekében javasoljuk, hogy a fürdőszobát ellátó áramkörbe szereljen be áramvédő kapcsolót (RCD), amely legfeljebb 30 mA-es névleges működési maradékárammal rendelkezik. Ennek ügyében kérje villanyszerelő tanácsát. — [664, 180, 729, 205]
model-code: HP8232 — [104, 13, 115, 17]
list-item: • Ärge kasutage seadet kunstjuustel. — [400, 452, 526, 460]
subheading: Elektromagnetska polja (EMF) — [532, 476, 594, 482]
list-item: • Ne használjon más gyártótól származó, vagy a Philips által jóvá nem hagyott tartozékot vagy alkatrészt. Ellenkező esetben a garancia érvényét veszti. — [664, 262, 729, 278]
list-item: • Túlhevülés esetén a készülék automatikusan kikapcsol. Húzza ki a készülék csatlakozódugóját a fali aljzatból, és néhány percig hagyja hűlni. Mielőtt újra bekapcsolná a készüléket, ellenőrizze a szellőzőrácsot, hogy hajszál, szösz stb. nem akadályozza-e a levegő áramlását. — [664, 98, 729, 127]
list-item: • Pokud se přístroj přehřeje, automaticky se vypne. Odpojte přístroj a nechte ho několik minut vychladnout. Než přístroj znovu zapnete, zkontrolujte, že mřížky vstupu vzduchu nejsou zablokovány prachem, vlasy apod. — [268, 284, 394, 329]
section-title: 3 Garantija ir techninė priežiūra — [733, 621, 798, 627]
model-code: HP8230 — [89, 13, 100, 17]
list-item: • Naudodami prietaisą vonioje, iš karto po naudojimo išjunkite kištuką iš elektros lizdo. Arti esantis vanduo kelia grėsmę net ir tada, kai prietaisas yra išjungtas. — [733, 371, 798, 387]
section-text: Jei reikia informacijos arba iškilo problemų, apsilankykite „Philips“ interneto svetainėje www.philips.com arba susisiekite su „Philips“ klientų aptarnavimo centru savo šalyje. — [733, 626, 791, 643]
list-item: • Ha a hálózati kábel meghibásodott, a kockázatok elkerülése érdekében azt egy Philips szakszervizben, vagy hasonlóan szakképzett személlyel kell kicseréltetni. — [664, 127, 729, 143]
language-bar-bulgarian: Български — [136, 216, 262, 224]
list-item: • ПРЕДУПРЕЖДЕНИЕ: Не използвайте уреда близо до вода. — [136, 274, 262, 289]
svg-text:1: 1 — [54, 22, 56, 27]
